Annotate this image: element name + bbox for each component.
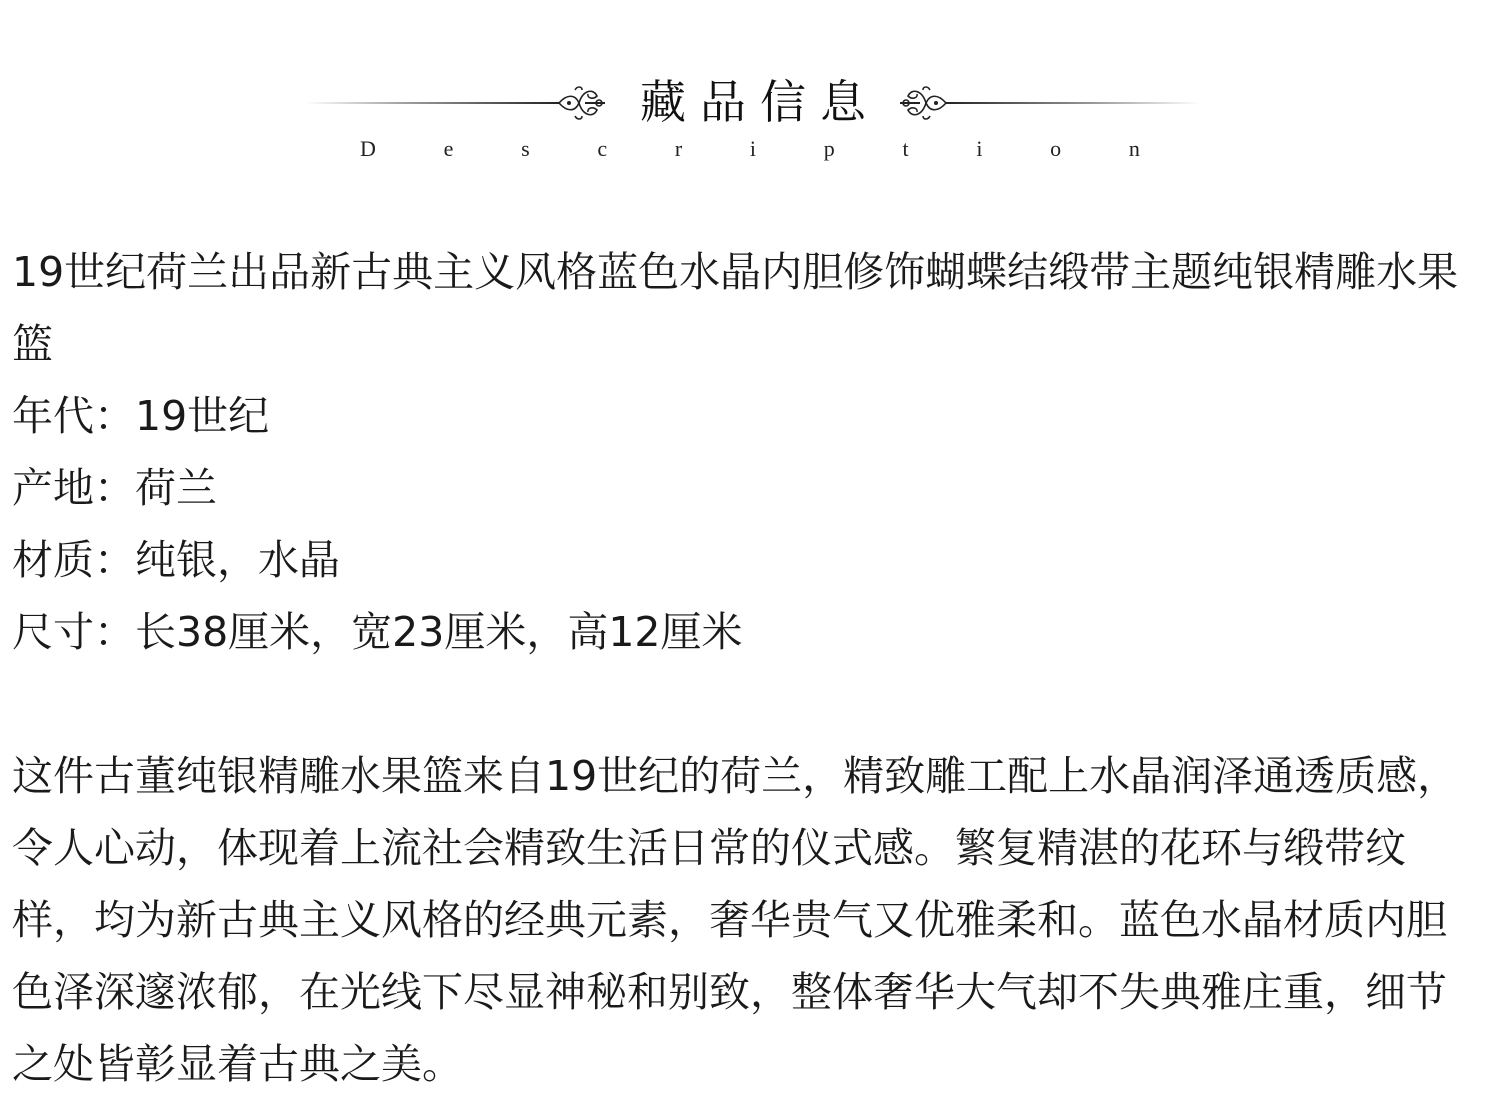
- section-header: [0, 60, 1500, 170]
- subtitle-letter: D: [360, 136, 376, 161]
- subtitle-letter: s: [521, 136, 530, 161]
- subtitle-letter: o: [1050, 136, 1062, 161]
- subtitle-letter: p: [823, 136, 835, 161]
- item-info: [12, 236, 1462, 1100]
- product-name: 19世纪荷兰出品新古典主义风格蓝色水晶内胆修饰蝴蝶结缎带主题纯银精雕水果篮: [12, 248, 1459, 368]
- section-subtitle: [360, 136, 1140, 162]
- paragraph-spacer: [12, 668, 1462, 740]
- material-line: 材质：纯银，水晶: [12, 536, 340, 584]
- subtitle-letter: e: [443, 136, 454, 161]
- header-rule-right: [945, 102, 1200, 104]
- scroll-flourish-icon: [555, 80, 605, 126]
- section-title: 藏品信息: [640, 75, 880, 129]
- subtitle-letter: c: [597, 136, 608, 161]
- dimensions-line: 尺寸：长38厘米，宽23厘米，高12厘米: [12, 608, 743, 656]
- subtitle-letter: n: [1128, 136, 1140, 161]
- subtitle-letter: r: [674, 136, 683, 161]
- header-rule-left: [305, 102, 560, 104]
- scroll-flourish-icon: [900, 80, 950, 126]
- origin-line: 产地：荷兰: [12, 464, 217, 512]
- era-line: 年代：19世纪: [12, 392, 270, 440]
- subtitle-letter: t: [902, 136, 909, 161]
- description-paragraph: 这件古董纯银精雕水果篮来自19世纪的荷兰，精致雕工配上水晶润泽通透质感，令人心动，体现着上流社会精致生活日常的仪式感。繁复精湛的花环与缎带纹样，均为新古典主义风格的经典元素，奢华贵气又优雅柔和。蓝色水晶材质内胆色泽深邃浓郁，在光线下尽显神秘和别致，整体奢华大气却不失典雅庄重，细节之处皆彰显着古典之美。: [12, 752, 1459, 1088]
- subtitle-letter: i: [749, 136, 757, 161]
- subtitle-letter: i: [976, 136, 983, 161]
